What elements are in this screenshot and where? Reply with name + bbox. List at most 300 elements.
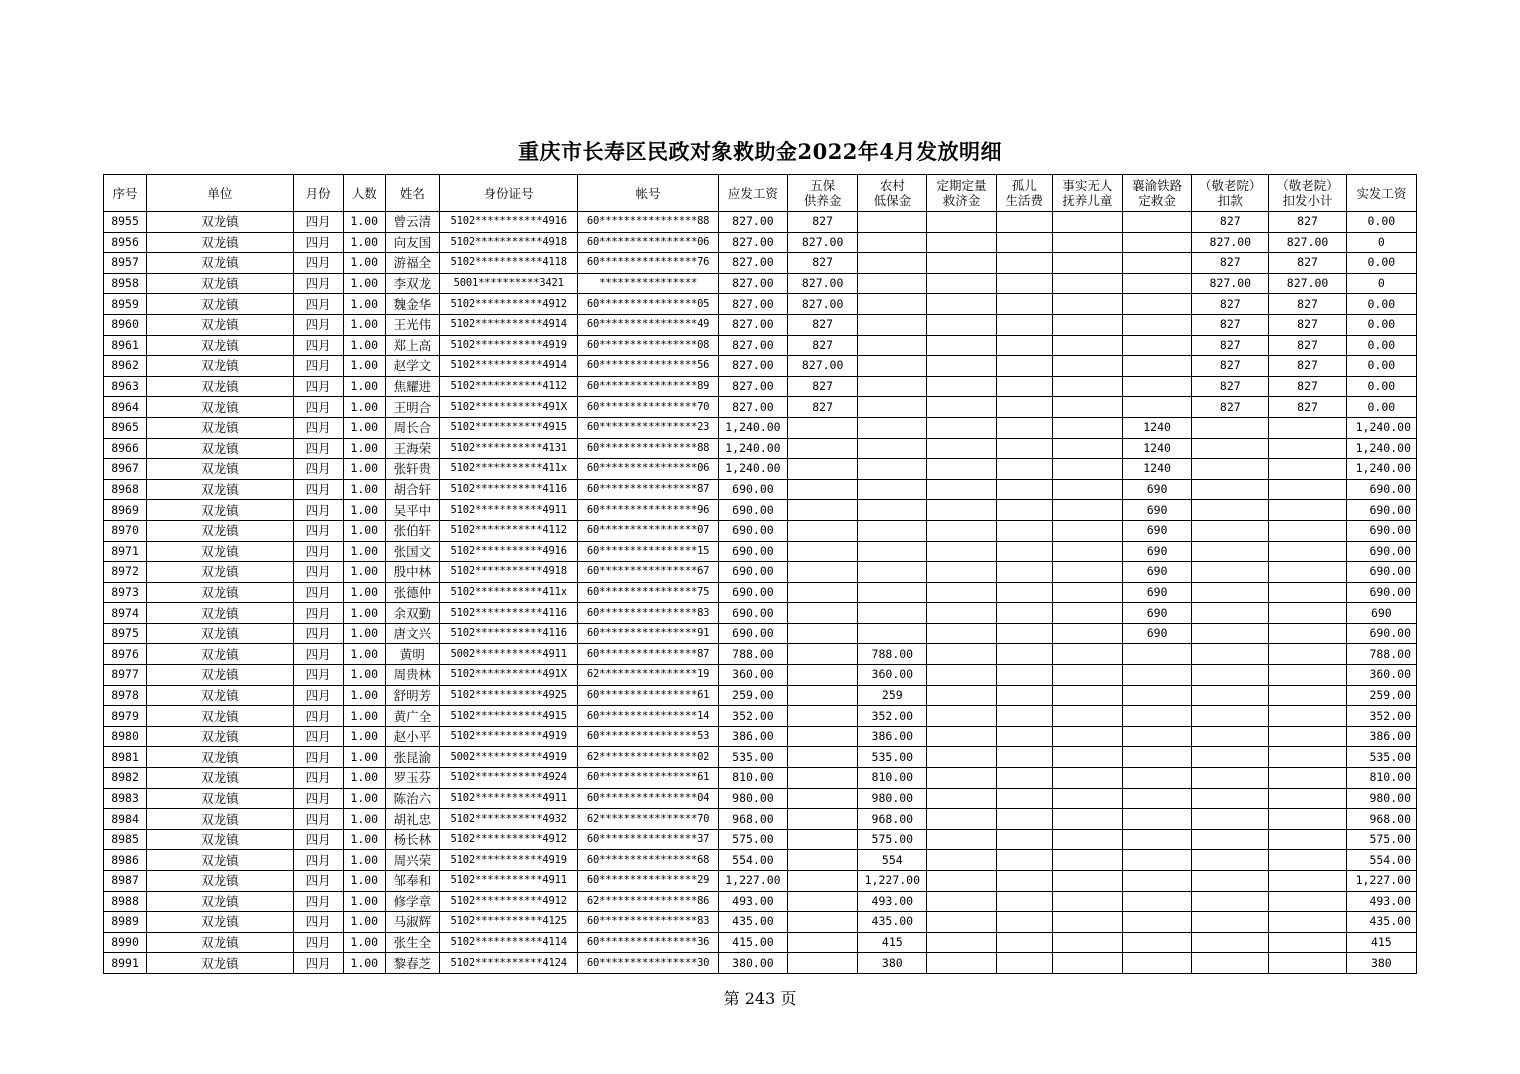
table-cell: 5102***********411x xyxy=(439,582,577,603)
table-cell: 554.00 xyxy=(718,850,787,871)
table-cell: 焦耀进 xyxy=(385,376,439,397)
table-cell xyxy=(927,912,996,933)
table-cell xyxy=(1052,562,1122,583)
table-cell: 双龙镇 xyxy=(147,644,293,665)
table-cell xyxy=(1269,788,1346,809)
table-cell xyxy=(927,417,996,438)
table-cell: 8972 xyxy=(104,562,147,583)
table-cell: 四月 xyxy=(293,850,343,871)
table-cell: 60****************67 xyxy=(578,562,718,583)
table-row xyxy=(104,273,1417,294)
table-row xyxy=(104,623,1417,644)
table-cell: 5102***********4911 xyxy=(439,871,577,892)
table-cell: 5102***********4932 xyxy=(439,809,577,830)
table-cell: 8977 xyxy=(104,665,147,686)
table-cell: 5102***********4911 xyxy=(439,788,577,809)
table-cell: 5102***********4912 xyxy=(439,829,577,850)
table-cell: 1.00 xyxy=(343,788,385,809)
table-cell: 8981 xyxy=(104,747,147,768)
table-cell: 968.00 xyxy=(858,809,927,830)
table-cell: 双龙镇 xyxy=(147,891,293,912)
table-cell xyxy=(1052,520,1122,541)
table-cell: 四月 xyxy=(293,706,343,727)
table-cell xyxy=(1122,850,1191,871)
table-cell: 60****************06 xyxy=(578,459,718,480)
table-cell: 60****************70 xyxy=(578,397,718,418)
table-cell: 8963 xyxy=(104,376,147,397)
table-cell: 8956 xyxy=(104,232,147,253)
table-row xyxy=(104,212,1417,233)
table-cell xyxy=(1269,582,1346,603)
table-cell: 827 xyxy=(788,335,858,356)
table-cell xyxy=(788,953,858,974)
table-cell: 60****************61 xyxy=(578,685,718,706)
table-cell: 827 xyxy=(1269,253,1346,274)
table-cell: 980.00 xyxy=(718,788,787,809)
table-cell: 双龙镇 xyxy=(147,850,293,871)
table-cell: 60****************87 xyxy=(578,479,718,500)
table-cell xyxy=(927,829,996,850)
table-row xyxy=(104,479,1417,500)
table-cell: 1.00 xyxy=(343,932,385,953)
table-cell xyxy=(858,314,927,335)
table-cell: 60****************88 xyxy=(578,438,718,459)
table-cell: 1.00 xyxy=(343,623,385,644)
table-cell: 8959 xyxy=(104,294,147,315)
table-cell: 杨长林 xyxy=(385,829,439,850)
table-cell xyxy=(858,582,927,603)
table-cell xyxy=(1269,809,1346,830)
table-cell xyxy=(1052,397,1122,418)
table-cell xyxy=(788,768,858,789)
table-cell xyxy=(788,562,858,583)
table-cell: 690.00 xyxy=(1346,541,1416,562)
table-cell: 554.00 xyxy=(1346,850,1416,871)
table-cell: 360.00 xyxy=(1346,665,1416,686)
table-cell: 535.00 xyxy=(1346,747,1416,768)
table-cell: 5102***********4912 xyxy=(439,891,577,912)
table-cell: 8979 xyxy=(104,706,147,727)
table-row xyxy=(104,768,1417,789)
table-cell xyxy=(1192,788,1269,809)
table-cell xyxy=(1122,644,1191,665)
table-cell: 0.00 xyxy=(1346,356,1416,377)
table-cell xyxy=(1192,417,1269,438)
table-cell: 690 xyxy=(1122,623,1191,644)
table-cell xyxy=(1269,871,1346,892)
table-cell: 5102***********491X xyxy=(439,665,577,686)
table-cell xyxy=(996,665,1052,686)
table-cell xyxy=(1192,809,1269,830)
table-cell xyxy=(858,438,927,459)
table-cell: 四月 xyxy=(293,314,343,335)
table-cell xyxy=(1122,685,1191,706)
table-cell xyxy=(1052,314,1122,335)
table-cell: 827.00 xyxy=(718,273,787,294)
table-cell: 1.00 xyxy=(343,747,385,768)
table-cell: 1.00 xyxy=(343,253,385,274)
table-cell xyxy=(1269,891,1346,912)
table-cell: 690 xyxy=(1122,603,1191,624)
table-cell: 1.00 xyxy=(343,850,385,871)
table-cell: 8985 xyxy=(104,829,147,850)
table-cell: 1.00 xyxy=(343,232,385,253)
table-cell xyxy=(1269,562,1346,583)
table-cell: 双龙镇 xyxy=(147,603,293,624)
table-cell xyxy=(927,891,996,912)
table-cell xyxy=(996,582,1052,603)
table-cell: 1.00 xyxy=(343,953,385,974)
table-cell: **************** xyxy=(578,273,718,294)
table-cell: 殷中林 xyxy=(385,562,439,583)
table-cell xyxy=(858,335,927,356)
table-cell: 788.00 xyxy=(1346,644,1416,665)
table-cell xyxy=(1052,809,1122,830)
column-header: 身份证号 xyxy=(439,175,577,212)
column-header: 姓名 xyxy=(385,175,439,212)
table-cell: 493.00 xyxy=(718,891,787,912)
table-cell xyxy=(1122,376,1191,397)
table-cell xyxy=(858,273,927,294)
table-cell: 415 xyxy=(1346,932,1416,953)
table-cell: 1240 xyxy=(1122,459,1191,480)
table-cell xyxy=(1269,850,1346,871)
table-cell: 8967 xyxy=(104,459,147,480)
table-cell: 1.00 xyxy=(343,335,385,356)
table-cell xyxy=(1269,623,1346,644)
table-cell xyxy=(1269,747,1346,768)
table-cell xyxy=(788,459,858,480)
table-cell xyxy=(1052,212,1122,233)
table-cell: 810.00 xyxy=(858,768,927,789)
table-cell: 双龙镇 xyxy=(147,397,293,418)
table-cell xyxy=(1052,582,1122,603)
table-cell: 352.00 xyxy=(1346,706,1416,727)
table-cell xyxy=(1052,459,1122,480)
table-cell xyxy=(1052,768,1122,789)
table-cell xyxy=(1052,788,1122,809)
table-cell: 1.00 xyxy=(343,582,385,603)
table-cell: 980.00 xyxy=(1346,788,1416,809)
table-cell xyxy=(1052,376,1122,397)
table-cell: 60****************75 xyxy=(578,582,718,603)
table-cell: 1.00 xyxy=(343,294,385,315)
table-cell xyxy=(1269,520,1346,541)
table-cell: 827 xyxy=(788,314,858,335)
table-cell: 690 xyxy=(1122,562,1191,583)
table-cell: 827 xyxy=(1192,376,1269,397)
table-cell xyxy=(996,459,1052,480)
table-row xyxy=(104,294,1417,315)
table-cell: 60****************56 xyxy=(578,356,718,377)
table-cell: 827 xyxy=(1269,397,1346,418)
table-cell: 554 xyxy=(858,850,927,871)
table-cell: 1.00 xyxy=(343,829,385,850)
table-cell: 8988 xyxy=(104,891,147,912)
table-cell xyxy=(1269,500,1346,521)
table-cell xyxy=(1192,479,1269,500)
table-cell xyxy=(927,376,996,397)
table-cell: 827.00 xyxy=(788,232,858,253)
table-cell: 双龙镇 xyxy=(147,562,293,583)
table-cell xyxy=(996,603,1052,624)
table-cell xyxy=(1269,912,1346,933)
table-cell: 黎春芝 xyxy=(385,953,439,974)
table-cell: 四月 xyxy=(293,376,343,397)
table-row xyxy=(104,788,1417,809)
table-cell xyxy=(996,397,1052,418)
table-cell: 8957 xyxy=(104,253,147,274)
table-cell: 690 xyxy=(1122,582,1191,603)
table-cell xyxy=(1052,932,1122,953)
table-cell: 690.00 xyxy=(718,603,787,624)
table-cell: 唐文兴 xyxy=(385,623,439,644)
table-cell xyxy=(996,253,1052,274)
table-cell xyxy=(927,520,996,541)
table-cell xyxy=(996,706,1052,727)
table-cell: 双龙镇 xyxy=(147,438,293,459)
table-cell: 黄广全 xyxy=(385,706,439,727)
table-cell: 60****************53 xyxy=(578,726,718,747)
table-cell: 双龙镇 xyxy=(147,912,293,933)
table-cell: 5102***********4919 xyxy=(439,335,577,356)
table-cell: 1.00 xyxy=(343,871,385,892)
table-cell: 曾云清 xyxy=(385,212,439,233)
table-cell: 1.00 xyxy=(343,665,385,686)
table-cell: 386.00 xyxy=(858,726,927,747)
table-cell: 690.00 xyxy=(1346,500,1416,521)
table-row xyxy=(104,644,1417,665)
table-cell xyxy=(927,500,996,521)
table-cell: 1,240.00 xyxy=(1346,417,1416,438)
table-cell: 827 xyxy=(788,253,858,274)
table-cell: 双龙镇 xyxy=(147,356,293,377)
table-cell xyxy=(1192,562,1269,583)
table-cell: 788.00 xyxy=(718,644,787,665)
table-cell xyxy=(1122,932,1191,953)
table-cell: 双龙镇 xyxy=(147,459,293,480)
table-cell xyxy=(1122,788,1191,809)
table-cell: 1.00 xyxy=(343,891,385,912)
table-cell: 8971 xyxy=(104,541,147,562)
table-cell: 60****************08 xyxy=(578,335,718,356)
table-cell: 1.00 xyxy=(343,706,385,727)
column-header: 单位 xyxy=(147,175,293,212)
table-cell xyxy=(1052,232,1122,253)
table-cell: 双龙镇 xyxy=(147,747,293,768)
table-cell: 827.00 xyxy=(1269,232,1346,253)
table-cell: 60****************15 xyxy=(578,541,718,562)
table-cell xyxy=(1192,768,1269,789)
table-cell: 1.00 xyxy=(343,376,385,397)
table-cell: 8958 xyxy=(104,273,147,294)
table-cell: 张轩贵 xyxy=(385,459,439,480)
table-cell: 四月 xyxy=(293,623,343,644)
table-cell xyxy=(1192,747,1269,768)
table-cell xyxy=(1122,706,1191,727)
table-cell: 8973 xyxy=(104,582,147,603)
table-cell: 0 xyxy=(1346,273,1416,294)
table-cell xyxy=(927,479,996,500)
table-cell: 60****************14 xyxy=(578,706,718,727)
table-cell xyxy=(1052,623,1122,644)
table-cell: 60****************29 xyxy=(578,871,718,892)
table-cell: 1.00 xyxy=(343,273,385,294)
table-cell: 1.00 xyxy=(343,562,385,583)
table-cell xyxy=(1052,356,1122,377)
table-cell: 535.00 xyxy=(858,747,927,768)
table-cell: 827 xyxy=(1192,212,1269,233)
table-cell: 5102***********4125 xyxy=(439,912,577,933)
table-cell xyxy=(927,314,996,335)
table-cell: 8984 xyxy=(104,809,147,830)
table-cell: 690 xyxy=(1122,520,1191,541)
table-row xyxy=(104,932,1417,953)
table-cell: 1.00 xyxy=(343,726,385,747)
table-cell xyxy=(1269,706,1346,727)
table-cell xyxy=(996,376,1052,397)
table-cell xyxy=(858,541,927,562)
table-cell xyxy=(1192,912,1269,933)
table-cell xyxy=(996,829,1052,850)
table-row xyxy=(104,871,1417,892)
table-cell xyxy=(1192,603,1269,624)
table-cell: 575.00 xyxy=(858,829,927,850)
table-cell: 575.00 xyxy=(718,829,787,850)
table-cell: 690.00 xyxy=(718,582,787,603)
table-row xyxy=(104,438,1417,459)
table-cell: 双龙镇 xyxy=(147,685,293,706)
table-cell xyxy=(927,438,996,459)
table-cell: 60****************83 xyxy=(578,603,718,624)
table-cell: 827.00 xyxy=(1269,273,1346,294)
table-cell xyxy=(788,850,858,871)
table-cell: 张伯轩 xyxy=(385,520,439,541)
table-cell: 5102***********4919 xyxy=(439,850,577,871)
table-cell xyxy=(996,417,1052,438)
table-cell xyxy=(788,541,858,562)
table-row xyxy=(104,665,1417,686)
table-cell: 周长合 xyxy=(385,417,439,438)
page-number: 第 243 页 xyxy=(723,989,797,1008)
table-cell xyxy=(1269,932,1346,953)
table-cell xyxy=(927,850,996,871)
table-cell xyxy=(996,912,1052,933)
table-cell: 5102***********4912 xyxy=(439,294,577,315)
table-cell: 60****************23 xyxy=(578,417,718,438)
table-cell: 1.00 xyxy=(343,397,385,418)
table-cell: 1.00 xyxy=(343,356,385,377)
table-cell: 四月 xyxy=(293,417,343,438)
table-cell xyxy=(1052,294,1122,315)
table-cell xyxy=(1192,850,1269,871)
table-cell: 1.00 xyxy=(343,212,385,233)
table-cell: 827.00 xyxy=(718,356,787,377)
table-row xyxy=(104,459,1417,480)
table-cell xyxy=(996,685,1052,706)
table-cell: 788.00 xyxy=(858,644,927,665)
table-cell: 8983 xyxy=(104,788,147,809)
table-cell: 双龙镇 xyxy=(147,253,293,274)
table-cell xyxy=(1052,726,1122,747)
table-cell: 5102***********4911 xyxy=(439,500,577,521)
table-cell xyxy=(996,232,1052,253)
table-cell xyxy=(1052,335,1122,356)
table-cell: 双龙镇 xyxy=(147,479,293,500)
table-cell: 5102***********4131 xyxy=(439,438,577,459)
table-cell: 360.00 xyxy=(718,665,787,686)
table-cell: 5102***********4919 xyxy=(439,726,577,747)
table-cell xyxy=(1122,726,1191,747)
table-cell: 8964 xyxy=(104,397,147,418)
table-cell: 双龙镇 xyxy=(147,871,293,892)
table-cell: 5102***********4124 xyxy=(439,953,577,974)
table-cell xyxy=(1122,314,1191,335)
table-cell: 827 xyxy=(1192,253,1269,274)
table-cell xyxy=(1122,397,1191,418)
table-cell: 690.00 xyxy=(718,500,787,521)
table-cell: 968.00 xyxy=(718,809,787,830)
table-cell: 罗玉芬 xyxy=(385,768,439,789)
table-cell: 四月 xyxy=(293,273,343,294)
table-cell xyxy=(788,747,858,768)
table-cell: 380 xyxy=(1346,953,1416,974)
table-cell: 0.00 xyxy=(1346,376,1416,397)
table-cell xyxy=(996,726,1052,747)
table-cell xyxy=(927,541,996,562)
table-cell xyxy=(1052,891,1122,912)
table-cell: 1.00 xyxy=(343,417,385,438)
table-cell xyxy=(927,706,996,727)
table-cell: 1.00 xyxy=(343,520,385,541)
table-cell xyxy=(788,829,858,850)
table-cell: 60****************06 xyxy=(578,232,718,253)
table-cell: 493.00 xyxy=(858,891,927,912)
table-cell xyxy=(1192,829,1269,850)
table-body xyxy=(104,212,1417,974)
table-cell xyxy=(996,500,1052,521)
table-cell xyxy=(996,891,1052,912)
table-cell: 张昆渝 xyxy=(385,747,439,768)
table-cell: 四月 xyxy=(293,912,343,933)
column-header: 应发工资 xyxy=(718,175,787,212)
table-cell: 1.00 xyxy=(343,500,385,521)
table-row xyxy=(104,582,1417,603)
table-cell: 四月 xyxy=(293,294,343,315)
table-cell xyxy=(788,665,858,686)
table-cell: 1.00 xyxy=(343,912,385,933)
column-header: 序号 xyxy=(104,175,147,212)
table-cell: 60****************49 xyxy=(578,314,718,335)
table-cell: 8980 xyxy=(104,726,147,747)
column-header: 农村 低保金 xyxy=(858,175,927,212)
table-cell xyxy=(1122,953,1191,974)
table-cell: 1,240.00 xyxy=(1346,459,1416,480)
table-cell: 邹奉和 xyxy=(385,871,439,892)
table-cell: 8989 xyxy=(104,912,147,933)
table-cell xyxy=(858,623,927,644)
table-cell: 60****************68 xyxy=(578,850,718,871)
table-cell: 690 xyxy=(1346,603,1416,624)
table-cell: 1.00 xyxy=(343,603,385,624)
table-cell: 8975 xyxy=(104,623,147,644)
table-cell: 5002***********4911 xyxy=(439,644,577,665)
table-cell xyxy=(1269,829,1346,850)
table-cell xyxy=(927,623,996,644)
table-cell xyxy=(1192,623,1269,644)
table-cell xyxy=(1269,603,1346,624)
table-cell: 1.00 xyxy=(343,479,385,500)
